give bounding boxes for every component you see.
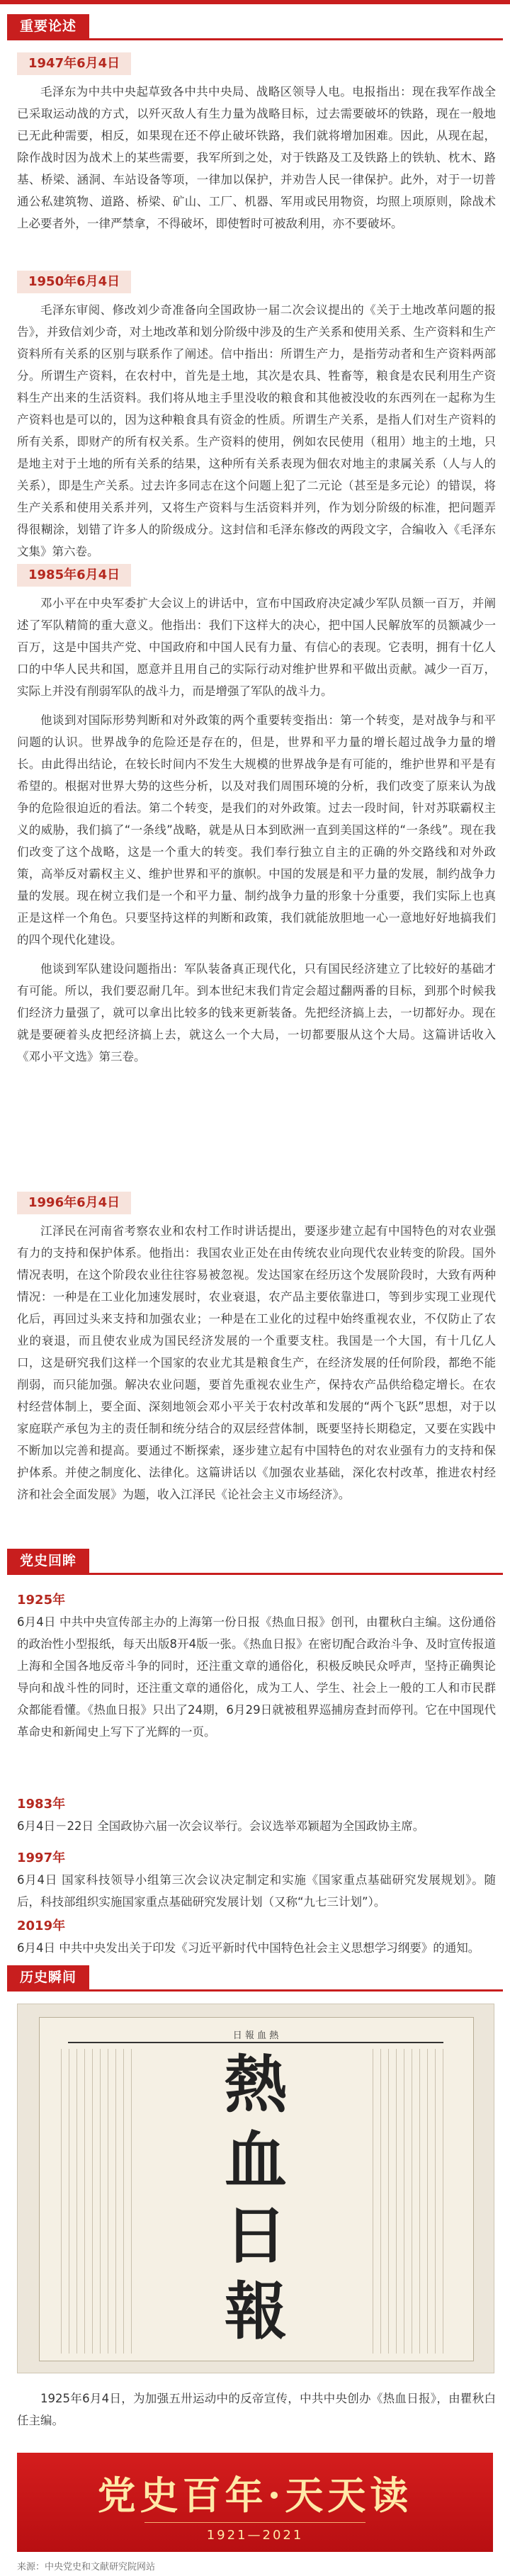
source-credit: 来源：中央党史和文献研究院网站 xyxy=(17,2562,156,2572)
masthead-char: 熱 xyxy=(224,2047,287,2121)
text-columns-left xyxy=(61,2049,139,2354)
banner-years: 1921—2021 xyxy=(206,2528,304,2543)
top-rule xyxy=(0,0,510,4)
text-columns-right xyxy=(373,2049,450,2354)
photo-caption: 1925年6月4日，为加强五卅运动中的反帝宣传，中共中央创办《热血日报》，由瞿秋白任主编。 xyxy=(17,2392,496,2427)
event-text: 6月4日 中共中央发出关于印发《习近平新时代中国特色社会主义思想学习纲要》的通知。 xyxy=(17,1941,480,1955)
paragraph: 江泽民在河南省考察农业和农村工作时讲话提出，要逐步建立起有中国特色的对农业强有力的支持和保护体系。他指出：我国农业正处在由传统农业向现代农业转变的阶段。国外情况表明，在这个阶段农业往往容易被忽视。发达国家在经历这个发展阶段时，大致有两种情况：一种是在工业化加速发展时，农业衰退，农产品主要依靠进口，等到步实现工业现代化后，再回过头来支持和加强农业；一种是在工业化的过程中始终重视农业，不仅防止了农业的衰退，而且使农业成为国民经济发展的一个重要支柱。我国是一个大国，有十几亿人口，这是研究我们这样一个国家的农业尤其是粮食生产，在经济发展的任何阶段，都绝不能削弱，而只能加强。解决农业问题，要首先重视农业生产，保持农产品供给稳定增长。在农村经营体制上，要全面、深刻地领会邓小平关于农村改革和发展的“两个飞跃”思想，对于以家庭联产承包为主的责任制和统分结合的双层经营体制，既要坚持长期稳定，又要在实践中不断加以完善和提高。要通过不断探索，逐步建立起有中国特色的对农业强有力的支持和保护体系。并使之制度化、法律化。这篇讲话以《加强农业基础，深化农村改革，推进农村经济和社会全面发展》为题，收入江泽民《论社会主义市场经济》。 xyxy=(17,1224,496,1501)
section-header-review xyxy=(7,1549,503,1575)
event-year: 1925年 xyxy=(17,1593,66,1608)
historical-photo xyxy=(17,2004,494,2373)
event-item xyxy=(17,1815,496,1837)
paragraph: 邓小平在中央军委扩大会议上的讲话中，宣布中国政府决定减少军队员额一百万，并阐述了军队精简的重大意义。他指出：我们下这样大的决心，把中国人民解放军的员额减少一百万，这是中国共产党、中国政府和中国人民有力量、有信心的表现。它表明，拥有十亿人口的中华人民共和国，愿意并且用自己的实际行动对维护世界和平做出贡献。减少一百万，实际上并没有削弱军队的战斗力，而是增强了军队的战斗力。 xyxy=(17,597,496,698)
section-header-theory xyxy=(7,14,503,40)
newspaper-header: 日 報 血 熱 xyxy=(68,2028,443,2043)
paragraph: 他谈到军队建设问题指出：军队装备真正现代化，只有国民经济建立了比较好的基础才有可能。所以，我们要忍耐几年。到本世纪末我们肯定会超过翻两番的目标，到那个时候我们经济力量强了，就可以拿出比较多的钱来更新装备。先把经济搞上去，一切都好办。现在就是要硬着头皮把经济搞上去，就这么一个大局，一切都要服从这个大局。这篇讲话收入《邓小平文选》第三卷。 xyxy=(17,962,496,1063)
event-item xyxy=(17,1611,496,1743)
banner xyxy=(17,2453,493,2552)
date-label-1985: 1985年6月4日 xyxy=(17,564,131,587)
newspaper-masthead xyxy=(174,2049,337,2346)
date-label-1996: 1996年6月4日 xyxy=(17,1192,131,1214)
photo-caption-block xyxy=(17,2388,496,2431)
section-title: 历史瞬间 xyxy=(7,1965,89,1989)
paragraph: 他谈到对国际形势判断和对外政策的两个重要转变指出：第一个转变，是对战争与和平问题的认识。世界战争的危险还是存在的，但是，世界和平力量的增长超过战争力量的增长。由此得出结论，在较长时间内不发生大规模的世界战争是有可能的，维护世界和平是有希望的。根据对世界大势的这些分析，以及对我们周围环境的分析，我们改变了原来认为战争的危险很迫近的看法。第二个转变，是我们的对外政策。过去一段时间，针对苏联霸权主义的威胁，我们搞了“一条线”战略，就是从日本到欧洲一直到美国这样的“一条线”。现在我们改变了这个战略，这是一个重大的转变。我们奉行独立自主的正确的外交路线和对外政策，高举反对霸权主义、维护世界和平的旗帜。中国的发展是和平力量的发展，制约战争力量的发展。现在树立我们是一个和平力量、制约战争力量的形象十分重要，我们实际上也真正是这样一个角色。只要坚持这样的判断和政策，我们就能放胆地一心一意地好好地搞我们的四个现代化建设。 xyxy=(17,713,496,947)
event-item xyxy=(17,1869,496,1913)
newspaper-page xyxy=(39,2017,474,2361)
banner-divider xyxy=(144,2522,366,2523)
masthead-char: 血 xyxy=(224,2123,287,2197)
date-label-1950: 1950年6月4日 xyxy=(17,271,131,293)
entry-1996 xyxy=(17,1220,496,1506)
event-year: 1997年 xyxy=(17,1851,66,1865)
section-title: 重要论述 xyxy=(7,14,89,38)
masthead-char: 報 xyxy=(224,2273,287,2348)
event-text: 6月4日 国家科技领导小组第三次会议决定制定和实施《国家重点基础研究发展规划》。随后，科技部组织实施国家重点基础研究发展计划（又称“九七三计划”）。 xyxy=(17,1873,496,1909)
paragraph: 毛泽东为中共中央起草致各中共中央局、战略区领导人电。电报指出：现在我军作战全已采取运动战的方式，以歼灭敌人有生力量为战略目标，过去需要破坏的铁路，现在一般地已无此种需要，相反，如果现在还不停止破坏铁路，我们就将增加困难。因此，从现在起，除作战时因为战术上的某些需要，我军所到之处，对于铁路及工及铁路上的铁轨、枕木、路基、桥梁、涵洞、车站设备等项，一律加以保护，并劝告人民一律保护。此外，对于一切普通公私建筑物、道路、桥梁、矿山、工厂、机器、军用或民用物资，均照上项原则，除战术上必要者外，一律严禁拿，不得破坏，即使暂时可被敌利用，亦不要破坏。 xyxy=(17,85,496,230)
event-text: 6月4日 中共中央宣传部主办的上海第一份日报《热血日报》创刊，由瞿秋白主编。这份通俗的政治性小型报纸，每天出版8开4版一张。《热血日报》在密切配合政治斗争、及时宣传报道上海和全国各地反帝斗争的同时，还注重文章的通俗化，积极反映民众呼声，坚持正确舆论导向和战斗性的同时，还注重文章的通俗化，成为工人、学生、社会上一般的工人和市民群众都能看懂。《热血日报》只出了24期，6月29日就被租界巡捕房查封而停刊。它在中国现代革命史和新闻史上写下了光辉的一页。 xyxy=(17,1615,496,1739)
masthead-char: 日 xyxy=(224,2198,287,2273)
event-year: 2019年 xyxy=(17,1919,66,1933)
section-header-moment xyxy=(7,1965,503,1992)
date-label-1947: 1947年6月4日 xyxy=(17,52,131,75)
paragraph: 毛泽东审阅、修改刘少奇准备向全国政协一届二次会议提出的《关于土地改革问题的报告》，并致信刘少奇，对土地改革和划分阶级中涉及的生产关系和使用关系、生产资料和生产资料所有关系的区别与联系作了阐述。信中指出：所谓生产力，是指劳动者和生产资料两部分。所谓生产资料，在农村中，首先是土地，其次是农具、牲畜等，粮食是农民利用生产资料生产出来的生活资料。我们将从地主手里没收的粮食和其他被没收的东西列在一起称为生产资料也是可以的，因为这种粮食具有资金的性质。所谓生产关系，是指人们对生产资料的所有关系，即财产的所有权关系。生产资料的使用，例如农民使用（租用）地主的土地，只是地主对于土地的所有关系的结果，这种所有关系表现为佃农对地主的隶属关系（人与人的关系），即是生产关系。过去许多同志在这个问题上犯了二元论（甚至是多元论）的错误，将生产关系和使用关系并列，又将生产资料与生活资料并列，作为划分阶级的标准，把问题弄得很糊涂，划错了许多人的阶级成分。这封信和毛泽东修改的两段文字，合编收入《毛泽东文集》第六卷。 xyxy=(17,303,496,558)
event-item xyxy=(17,1937,496,1959)
entry-1985 xyxy=(17,592,496,1068)
entry-1947 xyxy=(17,81,496,235)
entry-1950 xyxy=(17,299,496,563)
section-title: 党史回眸 xyxy=(7,1549,89,1573)
event-text: 6月4日－22日 全国政协六届一次会议举行。会议选举邓颖超为全国政协主席。 xyxy=(17,1819,425,1833)
banner-title: 党史百年·天天读 xyxy=(97,2473,413,2518)
event-year: 1983年 xyxy=(17,1797,66,1812)
